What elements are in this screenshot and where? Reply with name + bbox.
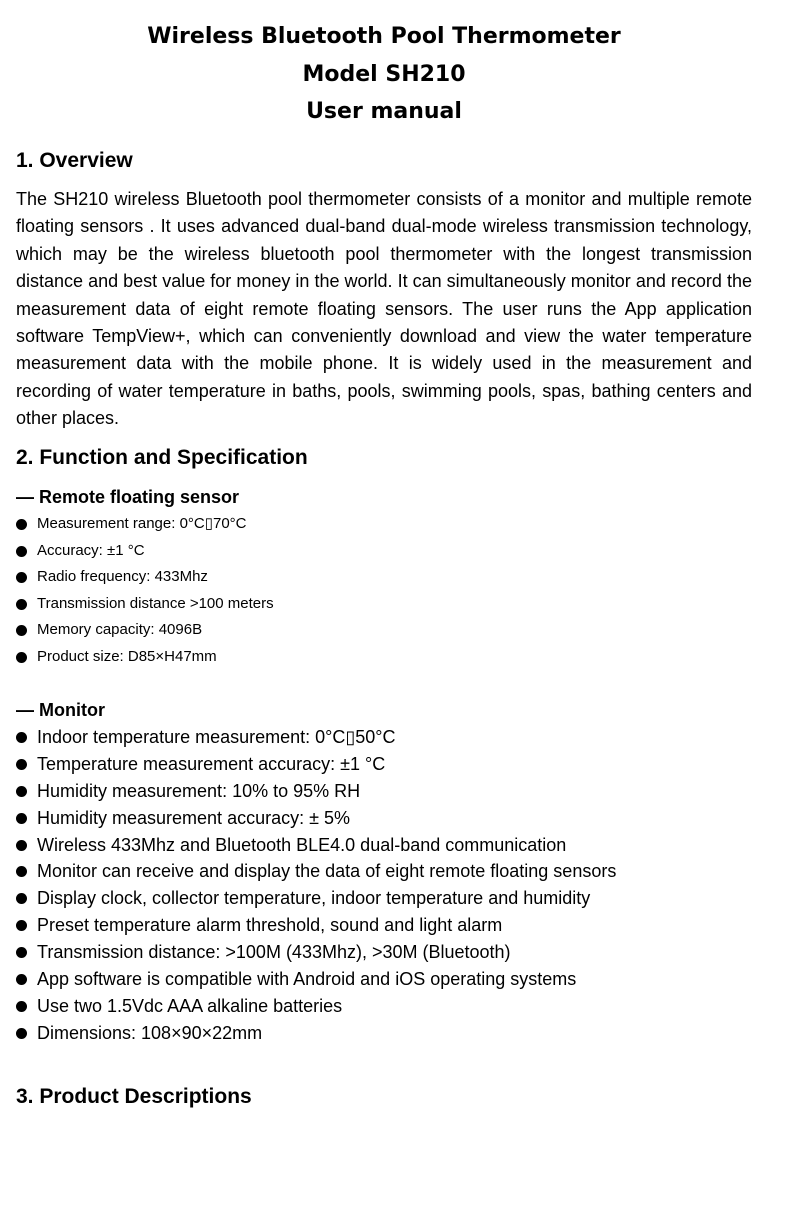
overview-paragraph: The SH210 wireless Bluetooth pool thermometer consists of a monitor and multiple remote floating sensors . It uses advanced dual-band dual-mode wireless transmission technology, which may be the wireless bluetooth pool thermometer with the longest transmission distance and best value for money in the world. It can simultaneously monitor and record the measurement data of eight remote floating sensors. The user runs the App application software TempView+, which can conveniently download and view the water temperature measurement data with the mobile phone. It is widely used in the measurement and recording of water temperature in baths, pools, swimming pools, spas, bathing centers and other places. (16, 189, 752, 429)
list-item-text: Dimensions: 108×90×22mm (37, 1022, 263, 1043)
sensor-spec-list (16, 511, 274, 671)
list-item-text: Transmission distance >100 meters (37, 594, 274, 612)
list-item (16, 617, 274, 644)
list-item-text: Memory capacity: 4096B (37, 621, 203, 639)
product-heading: 3. Product Descriptions (16, 1085, 252, 1108)
list-item-text: Measurement range: 0°C▯70°C (37, 515, 247, 532)
bullet-icon (16, 625, 27, 636)
list-item (16, 778, 616, 805)
list-item (16, 805, 616, 832)
bullet-icon (16, 546, 27, 557)
bullet-icon (16, 840, 27, 851)
list-item (16, 591, 274, 618)
bullet-icon (16, 947, 27, 958)
list-item-text: Accuracy: ±1 °C (37, 541, 145, 559)
list-item-text: Display clock, collector temperature, indoor temperature and humidity (37, 888, 591, 909)
list-item (16, 939, 616, 966)
list-item-text: Monitor can receive and display the data of eight remote floating sensors (37, 861, 617, 882)
list-item-text: Humidity measurement: 10% to 95% RH (37, 780, 361, 801)
bullet-icon (16, 599, 27, 610)
sensor-subheading: — Remote floating sensor (16, 487, 240, 507)
bullet-icon (16, 652, 27, 663)
list-item (16, 993, 616, 1020)
list-item (16, 511, 274, 538)
list-item (16, 912, 616, 939)
bullet-icon (16, 1028, 27, 1039)
monitor-spec-list (16, 724, 616, 1047)
bullet-icon (16, 893, 27, 904)
list-item (16, 858, 616, 885)
list-item-text: Transmission distance: >100M (433Mhz), >30M (Bluetooth) (37, 942, 511, 963)
bullet-icon (16, 813, 27, 824)
function-heading: 2. Function and Specification (16, 446, 308, 469)
list-item-text: Product size: D85×H47mm (37, 647, 217, 665)
list-item-text: Use two 1.5Vdc AAA alkaline batteries (37, 995, 343, 1016)
list-item-text: Radio frequency: 433Mhz (37, 568, 208, 586)
list-item (16, 751, 616, 778)
list-item-text: Humidity measurement accuracy: ± 5% (37, 807, 350, 828)
bullet-icon (16, 786, 27, 797)
bullet-icon (16, 519, 27, 530)
list-item (16, 538, 274, 565)
list-item (16, 966, 616, 993)
list-item-text: Temperature measurement accuracy: ±1 °C (37, 753, 386, 774)
overview-heading: 1. Overview (16, 149, 133, 172)
bullet-icon (16, 866, 27, 877)
bullet-icon (16, 974, 27, 985)
list-item-text: Preset temperature alarm threshold, sound and light alarm (37, 915, 503, 936)
list-item (16, 885, 616, 912)
list-item-text: Wireless 433Mhz and Bluetooth BLE4.0 dual-band communication (37, 834, 567, 855)
monitor-subheading: — Monitor (16, 700, 105, 720)
bullet-icon (16, 732, 27, 743)
model-name: Model SH210 (302, 62, 466, 87)
bullet-icon (16, 1001, 27, 1012)
document-title: Wireless Bluetooth Pool Thermometer (147, 24, 621, 49)
bullet-icon (16, 572, 27, 583)
list-item (16, 644, 274, 671)
list-item (16, 1020, 616, 1047)
bullet-icon (16, 920, 27, 931)
list-item (16, 724, 616, 751)
document-subtitle: User manual (306, 99, 462, 124)
list-item-text: App software is compatible with Android and iOS operating systems (37, 969, 577, 990)
list-item-text: Indoor temperature measurement: 0°C▯50°C (37, 727, 396, 747)
list-item (16, 832, 616, 859)
bullet-icon (16, 759, 27, 770)
list-item (16, 564, 274, 591)
